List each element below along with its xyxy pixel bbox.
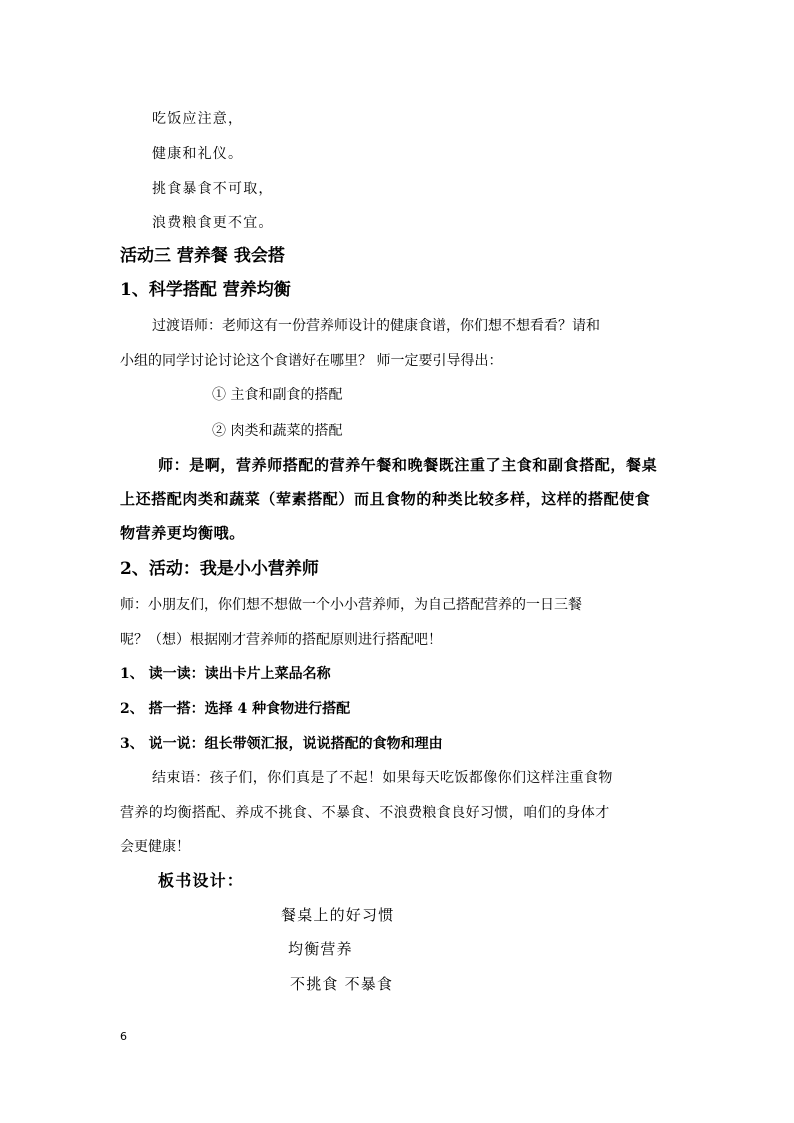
step-item: 1、 读一读：读出卡片上菜品名称: [120, 666, 331, 682]
poem-line: 挑食暴食不可取，: [152, 181, 274, 197]
point-item: ② 肉类和蔬菜的搭配: [212, 423, 343, 439]
board-title: 餐桌上的好习惯: [281, 906, 395, 924]
section1-heading: 1、科学搭配 营养均衡: [120, 280, 291, 300]
poem-line: 浪费粮食更不宜。: [152, 215, 274, 231]
step-item: 2、 搭一搭：选择 4 种食物进行搭配: [120, 701, 351, 717]
paragraph-line: 小组的同学讨论讨论这个食谱好在哪里？ 师一定要引导得出：: [120, 353, 503, 369]
poem-line: 健康和礼仪。: [152, 146, 244, 162]
teacher-line: 上还搭配肉类和蔬菜（荤素搭配）而且食物的种类比较多样，这样的搭配使食: [120, 490, 651, 508]
board-line: 均衡营养: [288, 940, 353, 958]
paragraph-line: 过渡语师：老师这有一份营养师设计的健康食谱，你们想不想看看？请和: [152, 318, 600, 334]
teacher-line: 物营养更均衡哦。: [120, 524, 245, 542]
closing-line: 会更健康！: [120, 839, 190, 855]
intro-line: 呢？（想）根据刚才营养师的搭配原则进行搭配吧！: [120, 632, 442, 648]
step-item: 3、 说一说：组长带领汇报，说说搭配的食物和理由: [120, 736, 443, 752]
poem-line: 吃饭应注意，: [152, 111, 244, 127]
board-line: 不挑食 不暴食: [290, 975, 394, 993]
board-label: 板书设计：: [158, 871, 245, 890]
activity3-heading: 活动三 营养餐 我会搭: [120, 246, 285, 266]
page-number: 6: [120, 1030, 127, 1043]
closing-line: 营养的均衡搭配、养成不挑食、不暴食、不浪费粮食良好习惯，咱们的身体才: [120, 805, 610, 821]
closing-line: 结束语：孩子们，你们真是了不起！如果每天吃饭都像你们这样注重食物: [152, 770, 613, 786]
point-item: ① 主食和副食的搭配: [212, 387, 343, 403]
teacher-line: 师：是啊，营养师搭配的营养午餐和晚餐既注重了主食和副食搭配，餐桌: [158, 456, 658, 474]
section2-heading: 2、活动：我是小小营养师: [120, 559, 319, 579]
intro-line: 师：小朋友们，你们想不想做一个小小营养师，为自己搭配营养的一日三餐: [120, 597, 582, 613]
